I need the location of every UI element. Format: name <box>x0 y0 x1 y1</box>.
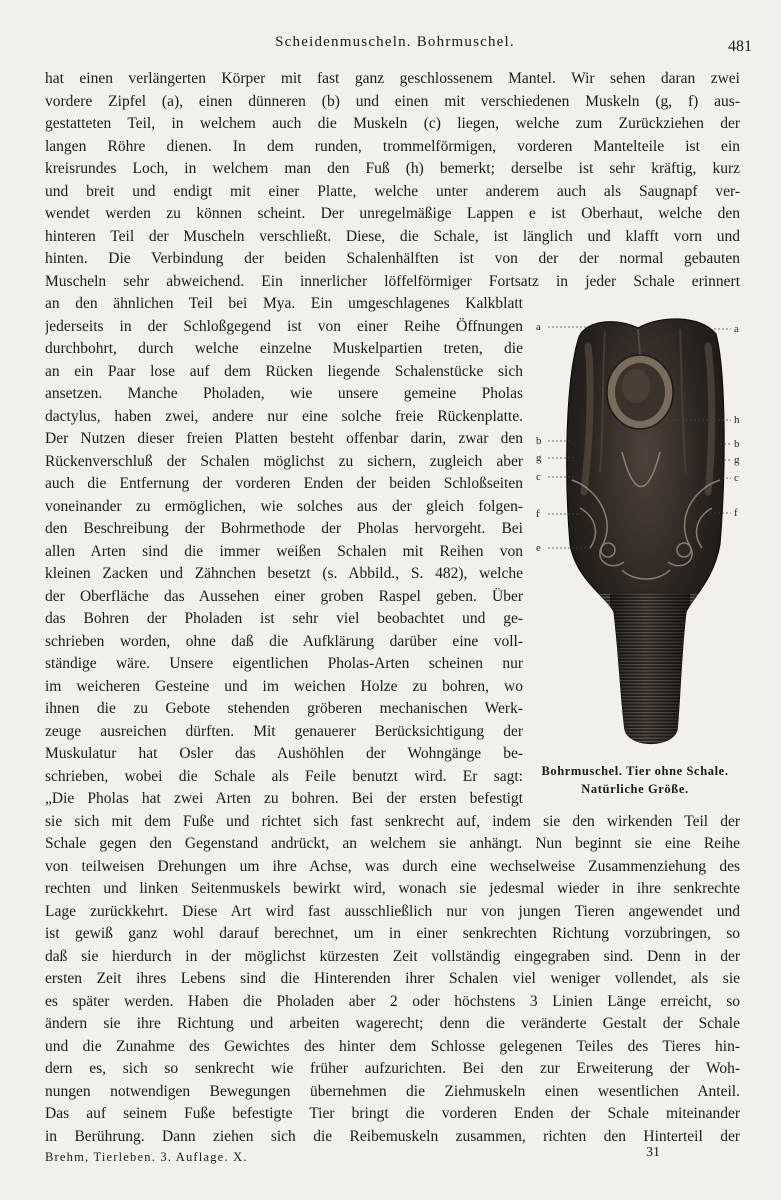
text-line: an den ähnlichen Teil bei Mya. Ein umgeschlagenes Kalkblatt <box>45 295 523 312</box>
text-line: ihnen die zu Gebote stehenden gröberen mechanischen Werk- <box>45 700 523 717</box>
text-line: an ein Paar lose auf dem Rücken liegende Schalenstücke sich <box>45 362 523 380</box>
text-line: ist gewiß ganz wohl darauf berechnet, um in einer senkrechten Richtung vorzubringen, so <box>45 925 740 942</box>
running-title: Scheidenmuscheln. Bohrmuschel. <box>275 34 515 50</box>
text-line: nungen notwendigen Bewegungen übernehmen die Ziehmuskeln einen wesentlichen Anteil. <box>45 1082 740 1100</box>
text-line: hinteren Teil der Muscheln verschließt. Diese, die Schale, ist länglich und klafft vorn und <box>45 227 740 245</box>
text-line: sie sich mit dem Fuße und richtet sich fast senkrecht auf, indem sie den wirkenden Teil der <box>45 812 740 830</box>
text-line: zeuge ausreichen dürften. Mit genauerer Berücksichtigung der <box>45 722 523 740</box>
text-line: allen Arten sind die immer weißen Schalen mit Reihen von <box>45 542 523 560</box>
text-line: den Beschreibung der Bohrmethode der Pholas hervorgeht. Bei <box>45 520 523 537</box>
text-line: Muscheln sehr abweichend. Ein innerlicher löffelförmiger Fortsatz in jeder Schale erinnert <box>45 272 740 290</box>
text-line: auch die Entfernung der vorderen Enden der beiden Schloßseiten <box>45 475 523 492</box>
text-line: ersten Zeit ihres Lebens sind die Hinterenden ihrer Schalen viel weniger vollendet, als sie <box>45 970 740 987</box>
text-line: dern es, sich so senkrecht wie früher aufzurichten. Bei den zur Erweiterung der Woh- <box>45 1060 740 1077</box>
text-line: ändern sie ihre Richtung und arbeiten wagerecht; denn die veränderte Gestalt der Schale <box>45 1015 740 1032</box>
footer-imprint: Brehm, Tierleben. 3. Auflage. X. <box>45 1150 248 1164</box>
text-line: voneinander zu ermöglichen, wie solches aus der gleich folgen- <box>45 497 523 515</box>
text-line: von teilweisen Drehungen um ihre Achse, was durch eine wechselweise Zusammenziehung des <box>45 857 740 875</box>
text-line: jederseits in der Schloßgegend ist von einer Reihe Öffnungen <box>45 317 523 335</box>
figure-label-right-f: f <box>734 507 738 519</box>
text-line: daß sie hierdurch in der möglichst kürzesten Zeit vollständig eingegraben sind. Denn in der <box>45 947 740 965</box>
figure-label-left-g: g <box>536 452 542 464</box>
body-text-bottom <box>45 811 740 1149</box>
text-line: kreisrundes Loch, in welchem man den Fuß (h) bemerkt; derselbe ist sehr kräftig, kurz <box>45 160 740 177</box>
figure-caption-scale: Natürliche Größe. <box>581 782 689 796</box>
text-line: hat einen verlängerten Körper mit fast ganz geschlossenem Mantel. Wir sehen daran zwei <box>45 70 740 87</box>
figure-label-left-b: b <box>536 435 542 447</box>
body-text-top <box>45 68 740 293</box>
text-line: und die Zunahme des Gewichtes des hinter dem Schlosse gelegenen Teiles des Tieres hin- <box>45 1037 740 1055</box>
figure-label-right-a: a <box>734 323 739 335</box>
text-line: im weicheren Gesteine und im weichen Holze zu bohren, wo <box>45 677 523 695</box>
footer-signature-mark: 31 <box>646 1145 660 1160</box>
text-line: langen Röhre dienen. In dem runden, trommelförmigen, vorderen Mantelteile ist ein <box>45 137 740 155</box>
figure-label-left-c: c <box>536 471 541 483</box>
page-number: 481 <box>728 38 752 55</box>
figure-label-left-a: a <box>536 321 541 333</box>
text-line: kleinen Zacken und Zähnchen besetzt (s. Abbild., S. 482), welche <box>45 565 523 582</box>
figure-label-right-h: h <box>734 414 740 426</box>
text-line: Lage zurückkehrt. Diese Art wird fast ausschließlich nur von jungen Tieren angewendet und <box>45 902 740 920</box>
figure-label-left-f: f <box>536 508 540 520</box>
text-line: ansetzen. Manche Pholaden, wie unsere gemeine Pholas <box>45 385 523 402</box>
text-line: der Oberfläche das Aussehen einer groben Raspel geben. Über <box>45 587 523 605</box>
text-line: Muskulatur hat Osler das Aushöhlen der Wohngänge be- <box>45 745 523 762</box>
text-line: wendet werden zu können scheint. Der unregelmäßige Lappen e ist Oberhaut, welche den <box>45 205 740 222</box>
text-line: Rückenverschluß der Schalen möglichst zu sichern, zugleich aber <box>45 452 523 470</box>
text-line: „Die Pholas hat zwei Arten zu bohren. Bei der ersten befestigt <box>45 790 523 807</box>
figure-label-right-c: c <box>734 472 739 484</box>
figure-label-left-e: e <box>536 542 541 554</box>
text-line: Das auf seinem Fuße befestigte Tier bringt die vorderen Enden der Schale miteinander <box>45 1105 740 1122</box>
foot-opening <box>607 355 673 429</box>
text-line: schrieben worden, ohne daß die Aufklärung darüber eine voll- <box>45 632 523 650</box>
text-line: gestatteten Teil, in welchem auch die Muskeln (c) liegen, welche zum Zurückziehen der <box>45 115 740 132</box>
text-line: rechten und linken Seitenmuskels bewirkt wird, wonach sie jedesmal wieder in ihre senkrechte <box>45 880 740 897</box>
bohrmuschel-illustration <box>530 312 775 757</box>
text-line: das Bohren der Pholaden ist sehr viel beobachtet und ge- <box>45 610 523 627</box>
figure-label-right-b: b <box>734 438 740 450</box>
figure-caption-title: Bohrmuschel. Tier ohne Schale. <box>541 764 729 778</box>
text-line: vordere Zipfel (a), einen dünneren (b) und einen mit verschiedenen Muskeln (g, f) aus- <box>45 92 740 110</box>
text-line: durchbohrt, durch welche einzelne Muskelpartien treten, die <box>45 340 523 357</box>
text-line: es später werden. Haben die Pholaden aber 2 oder höchstens 3 Linien Länge erreicht, so <box>45 992 740 1010</box>
text-line: und breit und endigt mit einer Platte, welche unter anderem auch als Saugnapf ver- <box>45 182 740 200</box>
siphon-tube <box>530 594 775 754</box>
text-line: Schale gegen den Gegenstand andrückt, an welchem sie anhängt. Nun beginnt sie eine Reihe <box>45 835 740 852</box>
text-line: Der Nutzen dieser freien Platten besteht offenbar darin, zwar den <box>45 430 523 447</box>
text-line: hinten. Die Verbindung der beiden Schalenhälften ist von der der normal gebauten <box>45 250 740 267</box>
text-line: schrieben, wobei die Schale als Feile benutzt wird. Er sagt: <box>45 767 523 785</box>
text-line: dactylus, haben zwei, andere nur eine solche freie Rückenplatte. <box>45 407 523 425</box>
text-line: in Berührung. Dann ziehen sich die Reibemuskeln zusammen, richten den Hinterteil der <box>45 1127 740 1145</box>
figure-label-right-g: g <box>734 454 740 466</box>
text-line: ständige wäre. Unsere eigentlichen Pholas-Arten scheinen nur <box>45 655 523 672</box>
body-text-beside-figure <box>45 293 523 811</box>
